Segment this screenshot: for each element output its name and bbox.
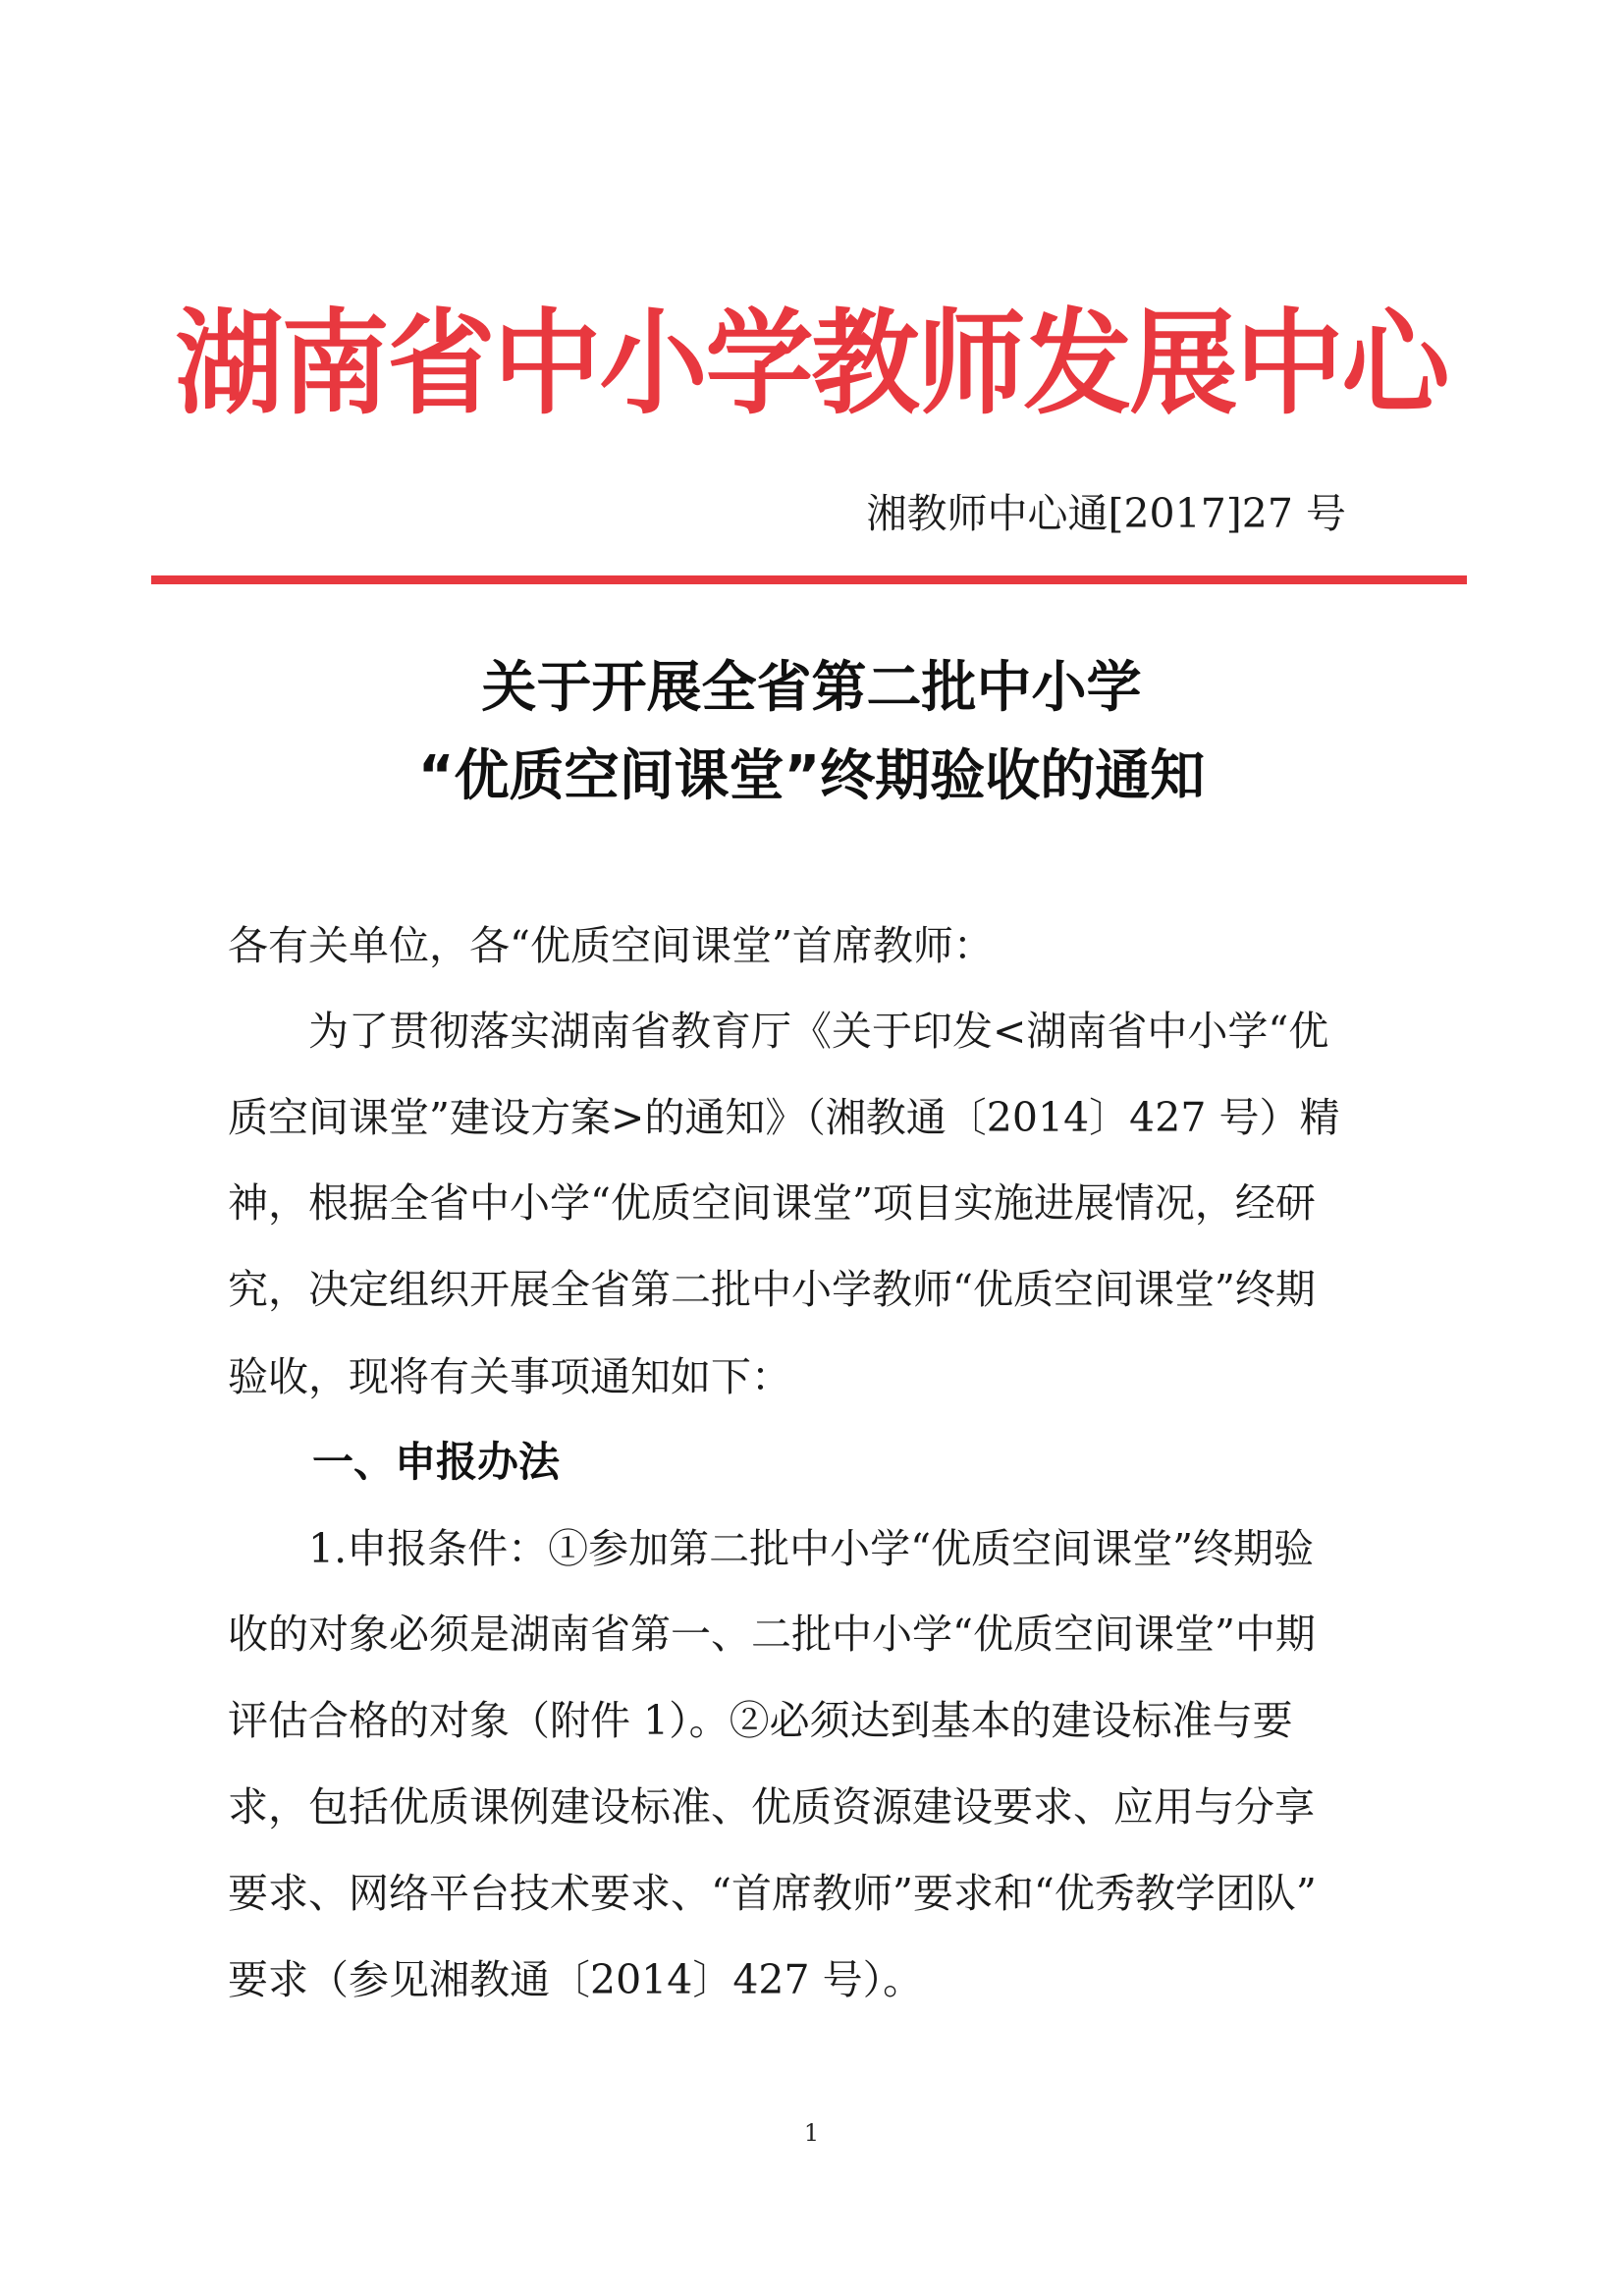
document-number: 湘教师中心通[2017]27 号 xyxy=(866,490,1346,537)
red-divider-line xyxy=(151,575,1467,584)
section-heading-1: 一、申报办法 xyxy=(312,1438,561,1486)
document-title-line-2: “优质空间课堂”终期验收的通知 xyxy=(417,744,1206,808)
item1-line-5: 要求、网络平台技术要求、“首席教师”要求和“优秀教学团队” xyxy=(228,1870,1317,1917)
intro-line-4: 究，决定组织开展全省第二批中小学教师“优质空间课堂”终期 xyxy=(228,1266,1316,1313)
document-title-line-1: 关于开展全省第二批中小学 xyxy=(481,656,1142,720)
item1-line-2: 收的对象必须是湖南省第一、二批中小学“优质空间课堂”中期 xyxy=(228,1611,1316,1658)
item1-line-3: 评估合格的对象（附件 1）。②必须达到基本的建设标准与要 xyxy=(228,1697,1293,1744)
intro-line-1: 为了贯彻落实湖南省教育厅《关于印发<湖南省中小学“优 xyxy=(228,1008,1329,1055)
intro-line-2: 质空间课堂”建设方案>的通知》（湘教通〔2014〕427 号）精 xyxy=(228,1094,1340,1141)
item1-line-6: 要求（参见湘教通〔2014〕427 号）。 xyxy=(228,1956,924,2003)
organization-header: 湖南省中小学教师发展中心 xyxy=(175,297,1448,430)
intro-line-5: 验收，现将有关事项通知如下： xyxy=(228,1353,791,1400)
item1-line-4: 求，包括优质课例建设标准、优质资源建设要求、应用与分享 xyxy=(228,1783,1315,1831)
item1-line-1: 1.申报条件：①参加第二批中小学“优质空间课堂”终期验 xyxy=(228,1525,1315,1572)
intro-line-3: 神，根据全省中小学“优质空间课堂”项目实施进展情况，经研 xyxy=(228,1179,1316,1227)
salutation: 各有关单位，各“优质空间课堂”首席教师： xyxy=(228,922,994,969)
page-number: 1 xyxy=(803,2119,820,2147)
